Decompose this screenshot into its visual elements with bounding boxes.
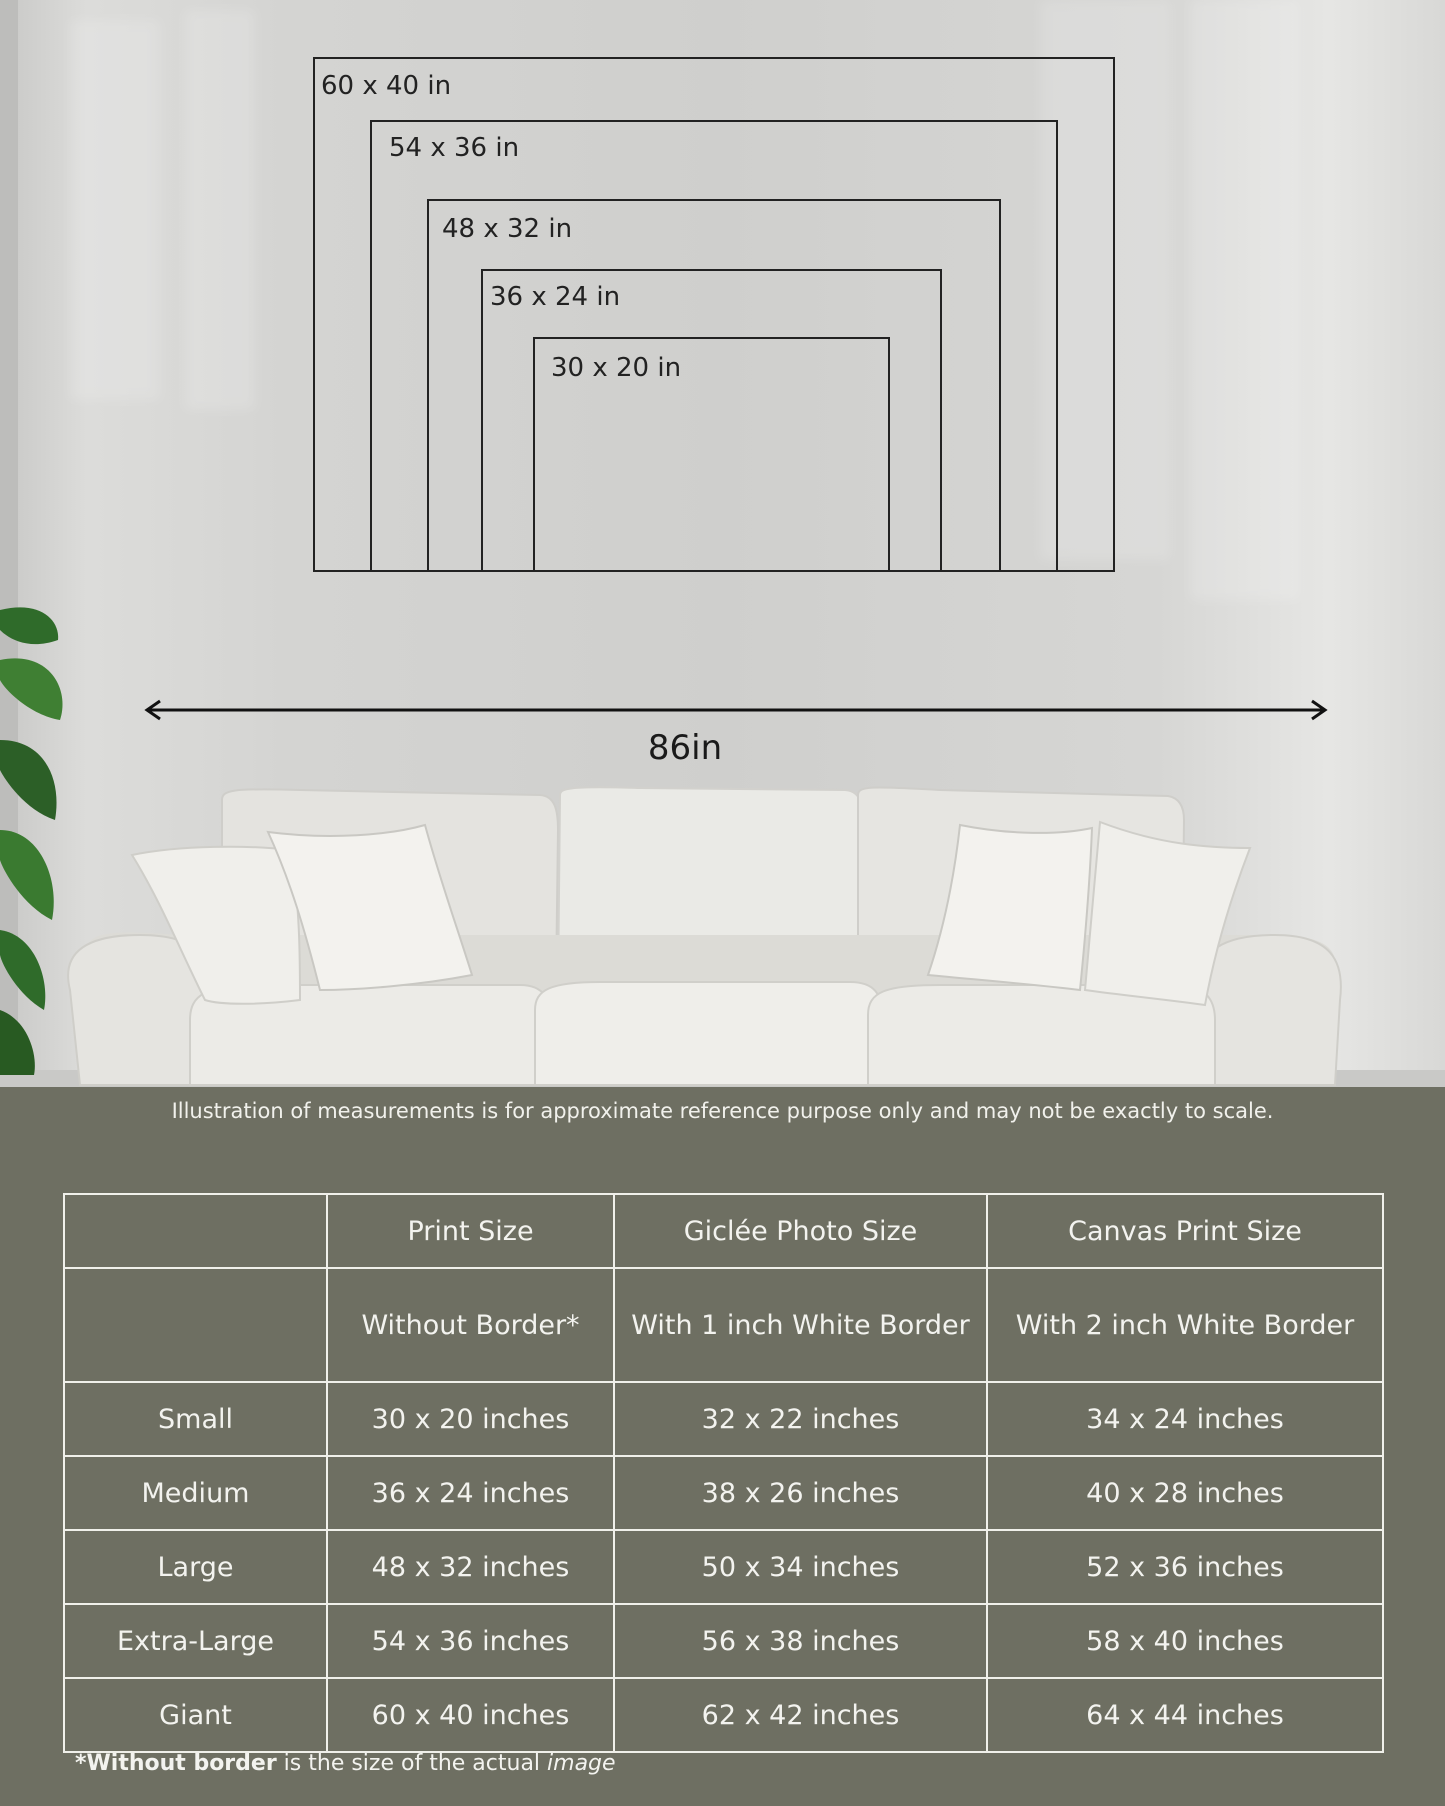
canvas-size-cell: 40 x 28 inches xyxy=(987,1456,1383,1530)
subheader-1-inch-border: With 1 inch White Border xyxy=(614,1268,987,1382)
footnote xyxy=(75,1751,616,1776)
row-label: Extra-Large xyxy=(64,1604,327,1678)
subheader-without-border: Without Border* xyxy=(327,1268,614,1382)
table-row xyxy=(64,1530,1383,1604)
row-label: Small xyxy=(64,1382,327,1456)
row-label: Large xyxy=(64,1530,327,1604)
disclaimer-text: Illustration of measurements is for approximate reference purpose only and may not be exactly to scale. xyxy=(171,1099,1274,1123)
giclee-size-cell: 32 x 22 inches xyxy=(614,1382,987,1456)
footnote-italic: image xyxy=(547,1751,616,1776)
width-arrow xyxy=(147,701,1325,719)
table-row xyxy=(64,1604,1383,1678)
print-size-cell: 30 x 20 inches xyxy=(327,1382,614,1456)
plant xyxy=(0,607,63,1075)
table-header-row xyxy=(64,1194,1383,1268)
header-giclee-size: Giclée Photo Size xyxy=(614,1194,987,1268)
table-row xyxy=(64,1382,1383,1456)
giclee-size-cell: 38 x 26 inches xyxy=(614,1456,987,1530)
table-row xyxy=(64,1678,1383,1752)
subheader-cell-empty xyxy=(64,1268,327,1382)
width-label: 86in xyxy=(647,728,723,768)
frame-label-60x40: 60 x 40 in xyxy=(321,71,452,101)
print-size-cell: 60 x 40 inches xyxy=(327,1678,614,1752)
row-label: Medium xyxy=(64,1456,327,1530)
print-size-cell: 36 x 24 inches xyxy=(327,1456,614,1530)
canvas-size-cell: 64 x 44 inches xyxy=(987,1678,1383,1752)
print-size-cell: 48 x 32 inches xyxy=(327,1530,614,1604)
frame-label-48x32: 48 x 32 in xyxy=(442,214,573,244)
footnote-bold: *Without border xyxy=(75,1751,277,1776)
canvas-size-cell: 52 x 36 inches xyxy=(987,1530,1383,1604)
frame-label-30x20: 30 x 20 in xyxy=(551,353,682,383)
table-row xyxy=(64,1456,1383,1530)
row-label: Giant xyxy=(64,1678,327,1752)
size-table xyxy=(63,1193,1384,1753)
canvas-size-cell: 58 x 40 inches xyxy=(987,1604,1383,1678)
table-subheader-row xyxy=(64,1268,1383,1382)
giclee-size-cell: 50 x 34 inches xyxy=(614,1530,987,1604)
frame-label-54x36: 54 x 36 in xyxy=(389,133,520,163)
frame-outline-36x24 xyxy=(482,270,941,571)
header-canvas-size: Canvas Print Size xyxy=(987,1194,1383,1268)
frame-label-36x24: 36 x 24 in xyxy=(490,282,621,312)
print-size-cell: 54 x 36 inches xyxy=(327,1604,614,1678)
giclee-size-cell: 56 x 38 inches xyxy=(614,1604,987,1678)
subheader-2-inch-border: With 2 inch White Border xyxy=(987,1268,1383,1382)
frame-outline-48x32 xyxy=(428,200,1000,571)
header-print-size: Print Size xyxy=(327,1194,614,1268)
giclee-size-cell: 62 x 42 inches xyxy=(614,1678,987,1752)
header-cell-empty xyxy=(64,1194,327,1268)
canvas-size-cell: 34 x 24 inches xyxy=(987,1382,1383,1456)
footnote-text: is the size of the actual xyxy=(276,1751,548,1776)
sofa xyxy=(68,787,1341,1085)
frame-outline-54x36 xyxy=(371,121,1057,571)
